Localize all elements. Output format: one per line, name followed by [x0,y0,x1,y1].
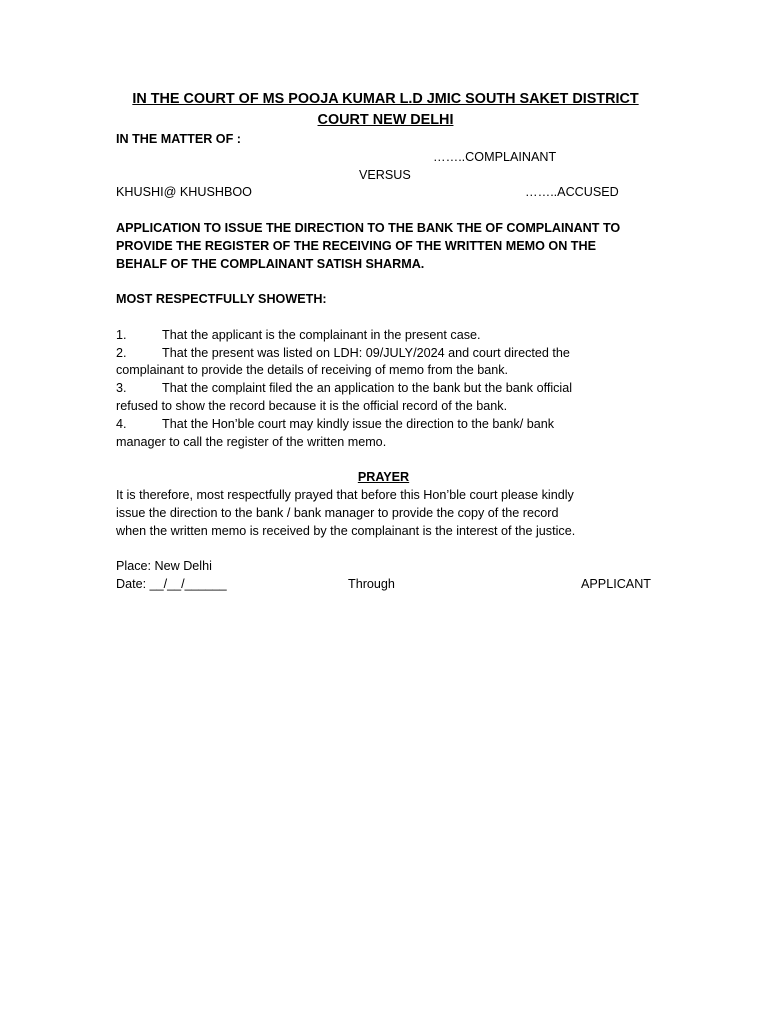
item-text-continued: manager to call the register of the written memo. [116,434,387,449]
complainant-row [116,149,651,167]
list-item [116,380,651,416]
date-line: Date: __/__/______ [116,576,227,591]
item-number: 2. [116,345,127,360]
complainant-label: ……..COMPLAINANT [433,149,557,164]
accused-name: KHUSHI@ KHUSHBOO [116,185,252,200]
list-item [116,327,651,345]
prayer-line3: when the written memo is received by the complainant is the interest of the justice. [116,523,576,538]
item-text-continued: refused to show the record because it is the official record of the bank. [116,398,508,413]
application-title-line3: BEHALF OF THE COMPLAINANT SATISH SHARMA. [116,256,425,271]
prayer-text [116,487,651,540]
item-text-continued: complainant to provide the details of receiving of memo from the bank. [116,363,509,378]
versus-row [116,167,651,185]
accused-row [116,184,651,202]
item-text: That the present was listed on LDH: 09/JULY/2024 and court directed the [162,345,570,360]
item-text: That the complaint filed the an application to the bank but the bank official [162,381,573,396]
application-title [116,220,651,273]
prayer-line1: It is therefore, most respectfully prayed that before this Hon’ble court please kindly [116,487,574,502]
item-text: That the Hon’ble court may kindly issue the direction to the bank/ bank [162,416,555,431]
accused-label: ……..ACCUSED [525,185,619,200]
item-text: That the applicant is the complainant in the present case. [162,327,481,342]
versus-label: VERSUS [359,167,411,182]
item-number: 1. [116,327,127,342]
prayer-line2: issue the direction to the bank / bank manager to provide the copy of the record [116,505,559,520]
court-heading [116,89,651,131]
item-number: 3. [116,381,127,396]
application-title-line2: PROVIDE THE REGISTER OF THE RECEIVING OF THE WRITTEN MEMO ON THE [116,238,596,253]
list-item [116,345,651,381]
showeth-heading: MOST RESPECTFULLY SHOWETH: [116,292,327,307]
item-number: 4. [116,416,127,431]
applicant-label: APPLICANT [581,576,651,591]
place-line: Place: New Delhi [116,559,212,574]
list-item [116,416,651,452]
document-page [116,89,651,594]
points-list [116,327,651,452]
application-title-line1: APPLICATION TO ISSUE THE DIRECTION TO THE BANK THE OF COMPLAINANT TO [116,220,621,235]
court-heading-line2: COURT NEW DELHI [317,112,454,128]
matter-of: IN THE MATTER OF : [116,132,241,146]
signature-row [116,576,651,594]
prayer-title: PRAYER [357,470,410,485]
through-label: Through [348,576,395,591]
court-heading-line1: IN THE COURT OF MS POOJA KUMAR L.D JMIC SOUTH SAKET DISTRICT [132,91,639,107]
